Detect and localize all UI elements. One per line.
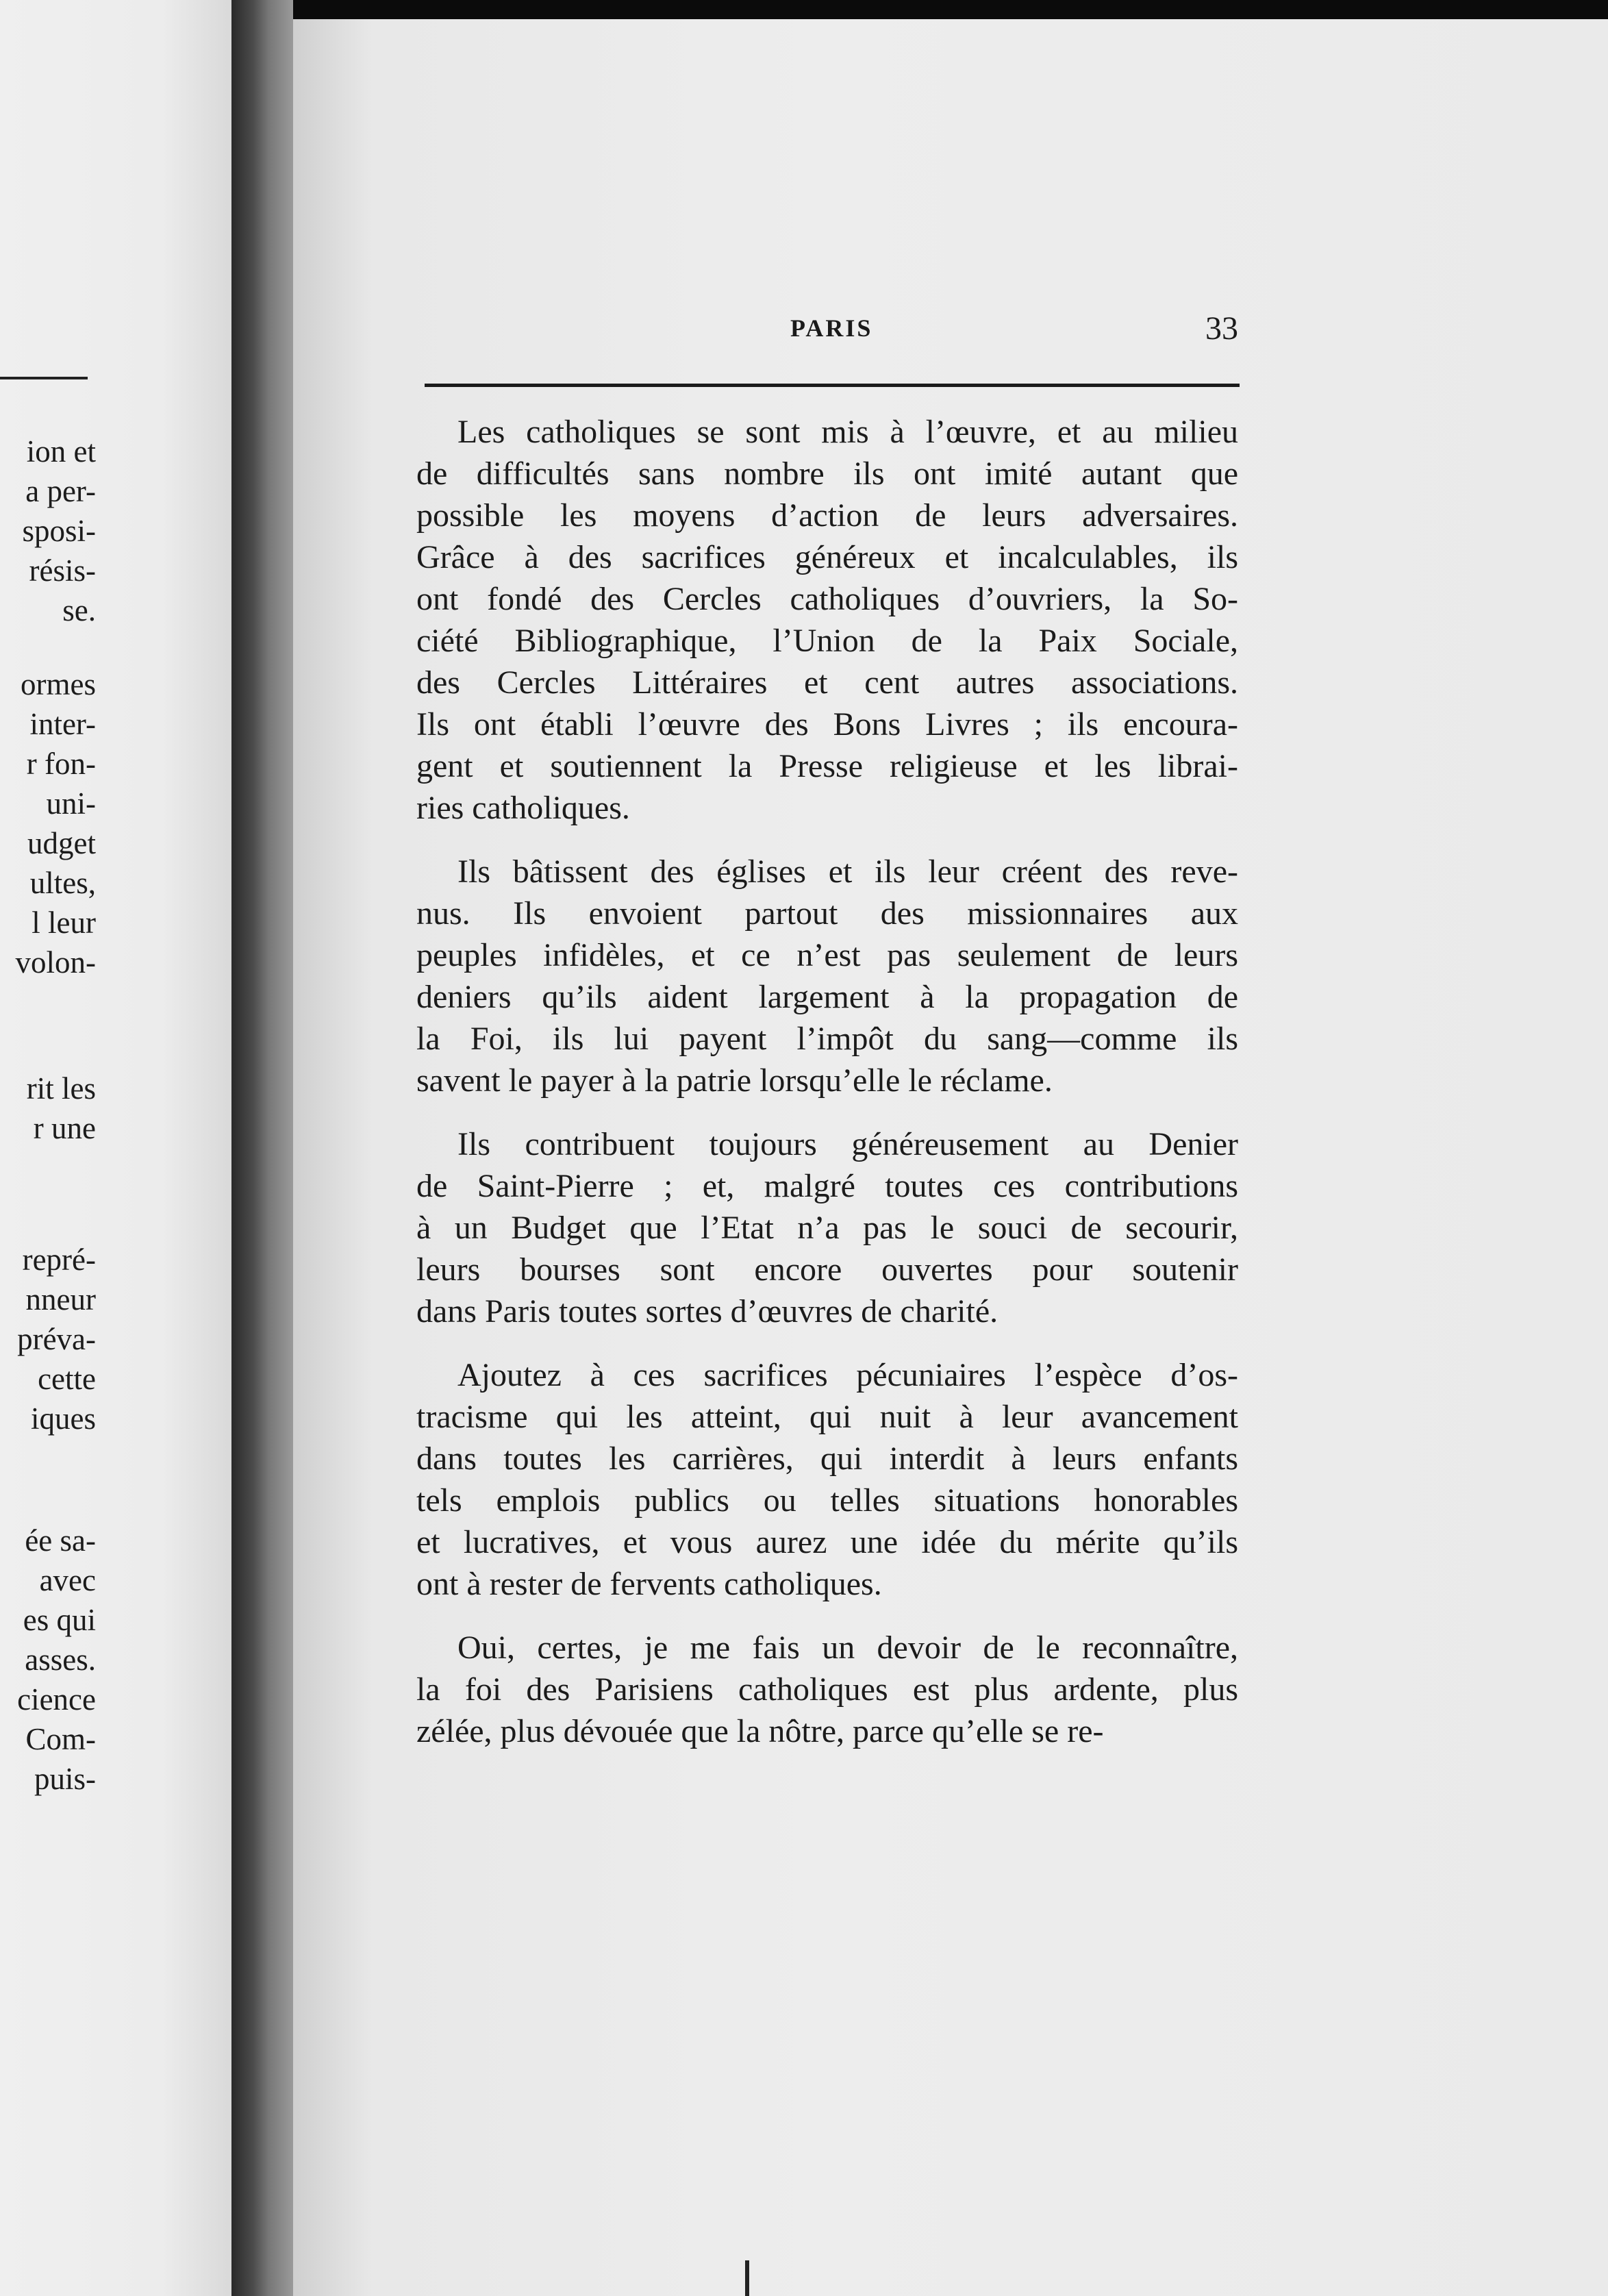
- page-number: 33: [1205, 310, 1238, 347]
- left-page-line: r fon-: [26, 747, 96, 781]
- text-line: possible les moyens d’action de leurs adversaires.: [416, 497, 1238, 534]
- text-line: Ils ont établi l’œuvre des Bons Livres ; ils encoura-: [416, 706, 1238, 743]
- text-line: la Foi, ils lui payent l’impôt du sang—comme ils: [416, 1021, 1238, 1057]
- text-line: de Saint-Pierre ; et, malgré toutes ces contributions: [416, 1168, 1238, 1204]
- text-line: leurs bourses sont encore ouvertes pour soutenir: [416, 1251, 1238, 1288]
- text-line: gent et soutiennent la Presse religieuse et les librai-: [416, 748, 1238, 784]
- left-page-line: résis-: [29, 553, 96, 588]
- left-page-line: r une: [33, 1111, 96, 1145]
- body-text: [416, 411, 1238, 1774]
- left-page-line: nneur: [25, 1282, 96, 1317]
- left-page-line: préva-: [17, 1322, 96, 1356]
- text-line: tels emplois publics ou telles situations honorables: [416, 1482, 1238, 1519]
- text-line: à un Budget que l’Etat n’a pas le souci de secourir,: [416, 1210, 1238, 1246]
- left-page-line: cette: [38, 1362, 96, 1396]
- text-line: dans Paris toutes sortes d’œuvres de charité.: [416, 1293, 998, 1330]
- left-page-line: repré-: [22, 1243, 96, 1277]
- paragraph: [416, 1123, 1238, 1332]
- text-line: de difficultés sans nombre ils ont imité autant que: [416, 456, 1238, 492]
- text-line: ont fondé des Cercles catholiques d’ouvriers, la So-: [416, 581, 1238, 617]
- text-line: la foi des Parisiens catholiques est plus ardente, plus: [416, 1671, 1238, 1708]
- header-rule: [425, 384, 1240, 387]
- left-page-line: cience: [17, 1682, 96, 1717]
- left-page-line: ée sa-: [25, 1523, 96, 1558]
- text-line: zélée, plus dévouée que la nôtre, parce qu’elle se re-: [416, 1713, 1104, 1749]
- text-line: deniers qu’ils aident largement à la propagation de: [416, 979, 1238, 1015]
- left-page-line: ormes: [21, 667, 96, 701]
- text-line: Ajoutez à ces sacrifices pécuniaires l’espèce d’os-: [457, 1357, 1238, 1393]
- running-head: PARIS: [790, 314, 873, 342]
- left-page-line: a per-: [25, 474, 96, 508]
- left-page-line: es qui: [23, 1603, 96, 1637]
- text-line: tracisme qui les atteint, qui nuit à leur avancement: [416, 1399, 1238, 1435]
- text-line: Oui, certes, je me fais un devoir de le reconnaître,: [457, 1630, 1238, 1666]
- paragraph: [416, 1354, 1238, 1605]
- left-page-rule: [0, 377, 88, 379]
- left-page-line: inter-: [29, 707, 96, 741]
- left-page-line: rit les: [26, 1071, 96, 1106]
- left-page-line: puis-: [34, 1762, 96, 1796]
- text-line: ciété Bibliographique, l’Union de la Paix Sociale,: [416, 623, 1238, 659]
- text-line: ries catholiques.: [416, 790, 630, 826]
- text-line: nus. Ils envoient partout des missionnaires aux: [416, 895, 1238, 932]
- left-page-line: se.: [62, 593, 96, 627]
- paragraph: [416, 1627, 1238, 1752]
- text-line: savent le payer à la patrie lorsqu’elle le réclame.: [416, 1062, 1053, 1099]
- paragraph: [416, 851, 1238, 1101]
- left-page-line: l leur: [32, 906, 96, 940]
- left-page-line: Com-: [25, 1722, 96, 1756]
- text-line: ont à rester de fervents catholiques.: [416, 1566, 882, 1602]
- text-line: dans toutes les carrières, qui interdit à leurs enfants: [416, 1440, 1238, 1477]
- left-page-line: uni-: [46, 786, 96, 821]
- left-page-line: volon-: [15, 945, 96, 979]
- left-page-line: udget: [27, 826, 96, 860]
- text-line: et lucratives, et vous aurez une idée du mérite qu’ils: [416, 1524, 1238, 1560]
- left-page-line: iques: [31, 1401, 96, 1436]
- left-page-line: asses.: [25, 1643, 96, 1677]
- text-line: Ils contribuent toujours généreusement au Denier: [457, 1126, 1238, 1162]
- text-line: Les catholiques se sont mis à l’œuvre, et au milieu: [457, 414, 1238, 450]
- left-page-line: ultes,: [29, 866, 96, 900]
- text-line: Grâce à des sacrifices généreux et incalculables, ils: [416, 539, 1238, 575]
- text-line: Ils bâtissent des églises et ils leur créent des reve-: [457, 853, 1238, 890]
- paragraph: [416, 411, 1238, 829]
- left-page-line: ion et: [26, 434, 96, 469]
- text-line: peuples infidèles, et ce n’est pas seulement de leurs: [416, 937, 1238, 973]
- left-page-line: sposi-: [22, 514, 96, 548]
- left-page-line: avec: [39, 1563, 96, 1597]
- page-header: [0, 310, 1608, 348]
- scan-mark: [745, 2260, 749, 2296]
- text-line: des Cercles Littéraires et cent autres associations.: [416, 664, 1238, 701]
